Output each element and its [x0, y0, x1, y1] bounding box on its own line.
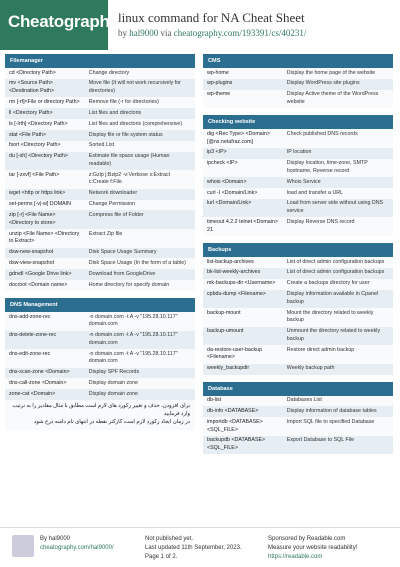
footer-sponsor-line: Measure your website readability!	[268, 545, 358, 551]
table-row	[5, 189, 195, 200]
description-cell: Disk Space Usage Summary	[85, 248, 195, 259]
command-cell: ls [-lrth] <Directory Path>	[5, 119, 85, 130]
page-footer	[0, 527, 400, 567]
command-cell: timeout 4.2.2 telnet <Domain> 21	[203, 217, 283, 236]
table-row	[203, 327, 393, 346]
table-row	[203, 396, 393, 407]
description-cell: -n domain.com -t A -v "195.28.10.117" domain.com	[85, 312, 195, 331]
checking-table	[203, 129, 393, 236]
command-cell: set-perms [-v|-w] DOMAIN	[5, 200, 85, 211]
command-cell: db-info <DATABASE>	[203, 406, 283, 417]
author-link[interactable]: hal9000	[129, 28, 159, 38]
filemanager-table	[5, 68, 195, 291]
table-row	[5, 368, 195, 379]
table-row	[203, 308, 393, 327]
section-filemanager	[5, 54, 195, 291]
table-row	[5, 130, 195, 141]
footer-sponsor-title: Sponsored by Readable.com	[268, 536, 346, 542]
byline-prefix: by	[118, 28, 130, 38]
section-dns	[5, 298, 195, 430]
sheet-url-link[interactable]: cheatography.com/193391/cs/40231/	[173, 28, 307, 38]
table-row	[203, 217, 393, 236]
dns-note	[5, 400, 195, 430]
command-cell: importdb <DATABASE> <SQL_FILE>	[203, 417, 283, 436]
description-cell: Restore direct admin backup	[283, 345, 393, 364]
page-header	[0, 0, 400, 50]
description-cell: List of direct admin configuration backups	[283, 257, 393, 268]
byline-via: via	[158, 28, 174, 38]
description-cell: Change directory	[85, 68, 195, 79]
command-cell: du [-sh] <Directory Path>	[5, 152, 85, 171]
left-column	[5, 54, 195, 437]
command-cell: rm [-rf]<File or directory Path>	[5, 97, 85, 108]
command-cell: fsort <Directory Path>	[5, 141, 85, 152]
command-cell: gdrvdl <Google Drive link>	[5, 269, 85, 280]
command-cell: mk-backups-dir <Username>	[203, 279, 283, 290]
command-cell: da-restore-user-backup <Filename>	[203, 345, 283, 364]
description-cell: z:Gzip j:Bzip2 -v:Verbose x:Extract c:Create f:File	[85, 170, 195, 189]
description-cell: load and transfer a URL	[283, 188, 393, 199]
footer-by: By hal9000	[40, 536, 71, 542]
right-column	[203, 54, 393, 461]
description-cell: Network downloader	[85, 189, 195, 200]
section-title: CMS	[203, 54, 393, 68]
description-cell: List files and directoris (comprehensive)	[85, 119, 195, 130]
table-row	[5, 108, 195, 119]
table-row	[203, 406, 393, 417]
description-cell: Display SPF Records	[85, 368, 195, 379]
command-cell: cd <Directory Path>	[5, 68, 85, 79]
command-cell: db-list	[203, 396, 283, 407]
table-row	[203, 79, 393, 90]
description-cell: Estimate file space usage (Human readable)	[85, 152, 195, 171]
description-cell: Load from server side without using DNS service	[283, 199, 393, 218]
table-row	[5, 258, 195, 269]
table-row	[203, 199, 393, 218]
description-cell: Unmount the directory related to weekly backup	[283, 327, 393, 346]
table-row	[5, 170, 195, 189]
command-cell: ipcheck <IP>	[203, 159, 283, 178]
cheatography-logo[interactable]	[0, 0, 119, 50]
description-cell: Remove file (-r for directories)	[85, 97, 195, 108]
description-cell: Display information available in Cpanel backup	[283, 290, 393, 309]
description-cell: Weekly backup path	[283, 364, 393, 375]
description-cell: Download from GoogleDrive	[85, 269, 195, 280]
command-cell: curl -I <Domain/Link>	[203, 188, 283, 199]
cms-table	[203, 68, 393, 108]
description-cell: Display Active theme of the WordPress website	[283, 90, 393, 109]
table-row	[203, 364, 393, 375]
section-database	[203, 382, 393, 455]
table-row	[5, 68, 195, 79]
command-cell: dns-delete-zone-rec	[5, 331, 85, 350]
table-row	[5, 280, 195, 291]
command-cell: weekly_backupdir	[203, 364, 283, 375]
table-row	[203, 257, 393, 268]
description-cell: Move file (It will not work recursively for directories)	[85, 79, 195, 98]
table-row	[203, 159, 393, 178]
table-row	[5, 312, 195, 331]
section-backups	[203, 243, 393, 375]
command-cell: stat <File Path>	[5, 130, 85, 141]
table-row	[5, 248, 195, 259]
description-cell: Display Reverse DNS record	[283, 217, 393, 236]
section-title: Backups	[203, 243, 393, 257]
command-cell: dsw-view-snapshot	[5, 258, 85, 269]
backups-table	[203, 257, 393, 375]
command-cell: dns-add-zone-rec	[5, 312, 85, 331]
table-row	[203, 417, 393, 436]
command-cell: whois <Domain>	[203, 177, 283, 188]
section-title: Database	[203, 382, 393, 396]
table-row	[5, 331, 195, 350]
table-row	[203, 290, 393, 309]
author-avatar[interactable]	[12, 535, 34, 557]
command-cell: dns-scan-zone <Domain>	[5, 368, 85, 379]
command-cell: wp-home	[203, 68, 283, 79]
footer-page: Page 1 of 2.	[145, 554, 178, 560]
table-row	[203, 188, 393, 199]
command-cell: dig <Rec Type> <Domain> [@ns.netafraz.com]	[203, 129, 283, 148]
command-cell: wp-theme	[203, 90, 283, 109]
table-row	[203, 68, 393, 79]
description-cell: Extract Zip file	[85, 229, 195, 248]
description-cell: Check published DNS records	[283, 129, 393, 148]
command-cell: ll <Directory Path>	[5, 108, 85, 119]
table-row	[5, 269, 195, 280]
command-cell: backup-umount	[203, 327, 283, 346]
table-row	[5, 210, 195, 229]
table-row	[203, 90, 393, 109]
byline	[118, 28, 306, 38]
table-row	[203, 345, 393, 364]
command-cell: mv <Source Path> <Destination Path>	[5, 79, 85, 98]
description-cell: Disk Space Usage (In the form of a table)	[85, 258, 195, 269]
command-cell: bk-list-weekly-archives	[203, 268, 283, 279]
footer-author-link[interactable]: cheatography.com/hal9000/	[40, 545, 114, 551]
table-row	[5, 389, 195, 400]
command-cell: wget <http or https link>	[5, 189, 85, 200]
dns-note-2: در زمان ایجاد رکورد لازم است کارکتر نقطه در انتهای نام دامنه درج شود	[33, 419, 190, 426]
section-title: Filemanager	[5, 54, 195, 68]
database-table	[203, 396, 393, 455]
footer-updated: Last updated 11th September, 2023.	[145, 545, 242, 551]
command-cell: unzip <File Name> <Directory to Extract>	[5, 229, 85, 248]
description-cell: Databases List	[283, 396, 393, 407]
description-cell: Export Database to SQL File	[283, 436, 393, 455]
command-cell: zone-cat <Domain>	[5, 389, 85, 400]
command-cell: ip3 <IP>	[203, 148, 283, 159]
description-cell: Whois Service	[283, 177, 393, 188]
footer-sponsor	[268, 535, 357, 562]
command-cell: tar [-zxvf] <File Path>	[5, 170, 85, 189]
description-cell: Display domain zone	[85, 389, 195, 400]
table-row	[5, 200, 195, 211]
description-cell: Display file or file system status	[85, 130, 195, 141]
table-row	[5, 97, 195, 108]
description-cell: Home directory for specify domain	[85, 280, 195, 291]
footer-status: Not published yet.	[145, 536, 194, 542]
description-cell: List of direct admin configuration backups	[283, 268, 393, 279]
description-cell: -n domain.com -t A -v "195.28.10.117" domain.com	[85, 331, 195, 350]
section-checking	[203, 115, 393, 236]
description-cell: Sorted List	[85, 141, 195, 152]
section-cms	[203, 54, 393, 108]
table-row	[5, 79, 195, 98]
command-cell: docroot <Domain name>	[5, 280, 85, 291]
table-row	[203, 129, 393, 148]
description-cell: List files and directoris	[85, 108, 195, 119]
footer-sponsor-link[interactable]: https://readable.com	[268, 554, 323, 560]
table-row	[5, 378, 195, 389]
command-cell: list-backup-archives	[203, 257, 283, 268]
page-title: linux command for NA Cheat Sheet	[118, 10, 305, 25]
description-cell: -n domain.com -t A -v "195.28.10.117" domain.com	[85, 349, 195, 368]
description-cell: Display location, time-zone, SMTP hostname, Reverse record	[283, 159, 393, 178]
logo-text: Cheatography	[8, 12, 119, 31]
description-cell: IP location	[283, 148, 393, 159]
description-cell: Display domain zone	[85, 378, 195, 389]
command-cell: lurl <Domain/Link>	[203, 199, 283, 218]
command-cell: dns-edit-zone-rec	[5, 349, 85, 368]
description-cell: Import SQL file to specified Database	[283, 417, 393, 436]
command-cell: dns-call-zone <Domain>	[5, 378, 85, 389]
table-row	[203, 148, 393, 159]
command-cell: cpbdu-dump <Filename>	[203, 290, 283, 309]
table-row	[203, 436, 393, 455]
table-row	[203, 268, 393, 279]
command-cell: backup-mount	[203, 308, 283, 327]
footer-author	[40, 535, 114, 553]
description-cell: Compress file of Folder	[85, 210, 195, 229]
table-row	[203, 177, 393, 188]
table-row	[5, 141, 195, 152]
footer-meta	[145, 535, 242, 562]
section-title: DNS Management	[5, 298, 195, 312]
section-title: Checking website	[203, 115, 393, 129]
description-cell: Display the home page of the website	[283, 68, 393, 79]
description-cell: Mount the directory related to weekly backup	[283, 308, 393, 327]
table-row	[5, 119, 195, 130]
description-cell: Create a backups directory for user	[283, 279, 393, 290]
command-cell: dsw-new-snapshot	[5, 248, 85, 259]
command-cell: backupdb <DATABASE> <SQL_FILE>	[203, 436, 283, 455]
command-cell: zip [-r] <File Name> <Directory to store>	[5, 210, 85, 229]
description-cell: Display information of database tables	[283, 406, 393, 417]
command-cell: wp-plugins	[203, 79, 283, 90]
table-row	[5, 152, 195, 171]
table-row	[5, 229, 195, 248]
dns-table	[5, 312, 195, 400]
dns-note-1: برای افزودن، حذف و تغییر رکورد های لازم است مطابق با مثال مقادیر را به ترتیب وارد فرمایید	[12, 403, 190, 418]
table-row	[5, 349, 195, 368]
table-row	[203, 279, 393, 290]
description-cell: Change Permission	[85, 200, 195, 211]
description-cell: Display WordPress site plugins	[283, 79, 393, 90]
